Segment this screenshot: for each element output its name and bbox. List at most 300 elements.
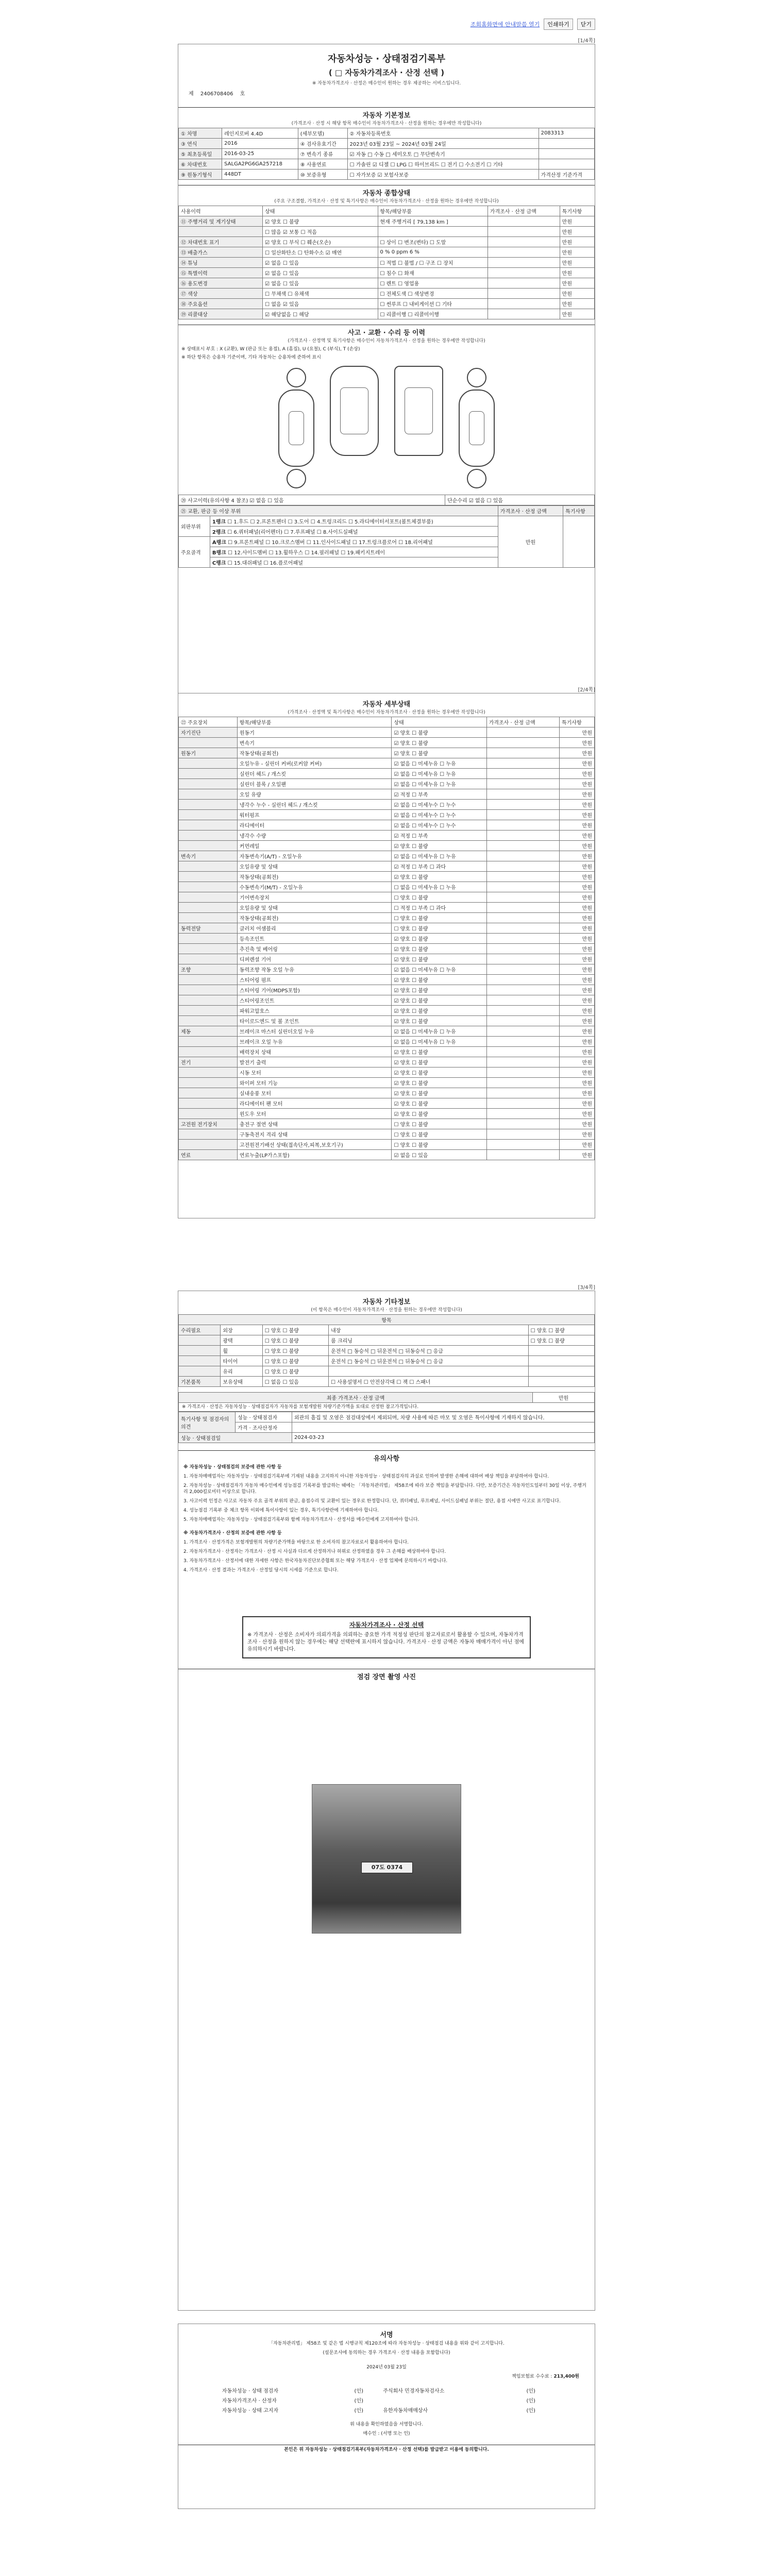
detail-cell xyxy=(179,995,238,1006)
detail-special: 만원 xyxy=(559,995,594,1006)
detail-row xyxy=(179,903,595,913)
special-label: 특기사항 및 점검자의 의견 xyxy=(179,1412,236,1433)
detail-cell: 라디에이터 팬 모터 xyxy=(237,1098,392,1109)
detail-row xyxy=(179,1098,595,1109)
detail-cell xyxy=(179,1016,238,1026)
detail-amount xyxy=(486,995,559,1006)
detail-cell: ☑ 적정 ☐ 부족 xyxy=(392,789,486,800)
detail-cell xyxy=(179,779,238,789)
signers-table xyxy=(220,2385,553,2415)
detail-cell: 오일유량 및 상태 xyxy=(237,903,392,913)
final-price-amount: 만원 xyxy=(533,1393,595,1403)
rank-row: C랭크 ☐ 15.대쉬패널 ☐ 16.플로어패널 xyxy=(210,557,498,568)
basic-cell: 가격산정 기준가격 xyxy=(539,170,594,180)
detail-special: 만원 xyxy=(559,1119,594,1129)
detail-cell xyxy=(179,1067,238,1078)
detail-amount xyxy=(486,934,559,944)
signature-text-2: (설문조사에 동의하는 경우 가격조사 · 산정 내용을 포함합니다) xyxy=(323,2350,450,2355)
detail-header-cell: ㉒ 주요장치 xyxy=(179,717,238,727)
detail-cell: 디퍼렌셜 기어 xyxy=(237,954,392,964)
status-row xyxy=(179,278,595,289)
warning-item: 4. 가격조사 · 산정 결과는 가격조사 · 산정일 당시의 시세를 기준으로 합니다. xyxy=(183,1568,339,1573)
basic-row xyxy=(179,170,595,180)
detail-cell: ☑ 양호 ☐ 불량 xyxy=(392,1006,486,1016)
detail-cell xyxy=(179,738,238,748)
page-number: [3/4쪽] xyxy=(578,1285,595,1291)
detail-cell: 냉각수 수량 xyxy=(237,831,392,841)
page-number: [2/4쪽] xyxy=(578,687,595,693)
detail-row xyxy=(179,1037,595,1047)
detail-cell: 냉각수 누수 - 실린더 헤드 / 개스킷 xyxy=(237,800,392,810)
detail-special: 만원 xyxy=(559,1109,594,1119)
detail-special: 만원 xyxy=(559,1006,594,1016)
detail-cell: 실내송풍 모터 xyxy=(237,1088,392,1098)
detail-cell: 스티어링 펌프 xyxy=(237,975,392,985)
detail-cell: ☑ 양호 ☐ 불량 xyxy=(392,995,486,1006)
warning-item: 3. 자동차가격조사 · 산정서에 대한 자세한 사항은 한국자동차진단보증협회 또는 해당 가격조사 · 산정 업체에 문의하시기 바랍니다. xyxy=(183,1558,448,1564)
basic-cell xyxy=(539,139,594,149)
detail-cell: 브레이크 오일 누유 xyxy=(237,1037,392,1047)
detail-cell: ☐ 양호 ☐ 불량 xyxy=(392,1119,486,1129)
signer-cell xyxy=(381,2395,524,2405)
status-row xyxy=(179,268,595,278)
other-cell: 운전석 □ 동승석 □ 뒤운전석 □ 뒤동승석 □ 응급 xyxy=(329,1346,529,1356)
warnings-list-2 xyxy=(178,1538,595,1575)
other-cell xyxy=(528,1377,594,1387)
detail-cell xyxy=(179,758,238,769)
detail-special: 만원 xyxy=(559,975,594,985)
status-cell: 만원 xyxy=(560,268,594,278)
status-cell xyxy=(378,227,488,237)
detail-cell: ☑ 양호 ☐ 불량 xyxy=(392,841,486,851)
detail-special: 만원 xyxy=(559,810,594,820)
detail-row xyxy=(179,727,595,738)
special-text: 외관의 흠집 및 오염은 점검대상에서 제외되며, 차량 사용에 따른 마모 및 오염은 특이사항에 기재하지 않습니다. xyxy=(292,1412,595,1422)
detail-row xyxy=(179,789,595,800)
document-note: ※ 자동차가격조사 · 산정은 매수인이 원하는 경우 제공하는 서비스입니다. xyxy=(312,81,461,86)
detail-cell: ☑ 양호 ☐ 불량 xyxy=(392,975,486,985)
basic-row xyxy=(179,128,595,139)
detail-cell xyxy=(179,944,238,954)
status-cell: ☑ 없음 ☐ 있음 xyxy=(263,258,378,268)
other-cell xyxy=(179,1356,221,1366)
status-cell: ☑ 없음 ☐ 있음 xyxy=(263,268,378,278)
status-cell: 만원 xyxy=(560,237,594,247)
detail-special: 만원 xyxy=(559,1140,594,1150)
detail-cell: ☑ 없음 ☐ 미세누수 ☐ 누수 xyxy=(392,810,486,820)
detail-cell: 작동상태(공회전) xyxy=(237,748,392,758)
basic-cell: ⑦ 변속기 종류 xyxy=(298,149,347,159)
basic-cell: ☐ 가솔린 ☑ 디젤 ☐ LPG ☐ 하이브리드 ☐ 전기 ☐ 수소전기 ☐ 기타 xyxy=(347,159,539,170)
other-cell: ☐ 양호 ☐ 불량 xyxy=(262,1346,328,1356)
detail-amount xyxy=(486,1119,559,1129)
final-price-table xyxy=(178,1392,595,1412)
detail-cell: 워터펌프 xyxy=(237,810,392,820)
warnings-title: 유의사항 xyxy=(178,1450,595,1463)
status-cell: ⑯ 용도변경 xyxy=(179,278,263,289)
rank-row: 1랭크 ☐ 1.후드 ☐ 2.프론트펜더 ☐ 3.도어 ☐ 4.트렁크리드 ☐ 5.라디에이터서포트(볼트체결부품) xyxy=(210,516,498,527)
status-cell: 만원 xyxy=(560,258,594,268)
receiver-text: 위 내용을 확인하였음을 서명합니다. xyxy=(350,2422,423,2427)
other-cell xyxy=(179,1335,221,1346)
status-cell: 만원 xyxy=(560,216,594,227)
status-row xyxy=(179,289,595,299)
detail-cell: ☐ 양호 ☐ 불량 xyxy=(392,923,486,934)
basic-cell: 레인지로버 4.4D xyxy=(222,128,298,139)
status-row xyxy=(179,247,595,258)
detail-amount xyxy=(486,975,559,985)
detail-cell xyxy=(179,975,238,985)
special-appraiser-label: 가격 · 조사산정자 xyxy=(236,1422,292,1433)
status-header-cell: 특기사항 xyxy=(560,206,594,216)
status-cell xyxy=(488,216,560,227)
detail-row xyxy=(179,1078,595,1088)
detail-cell: 클러치 어셈블리 xyxy=(237,923,392,934)
detail-row xyxy=(179,820,595,831)
detail-cell: 조향 xyxy=(179,964,238,975)
detail-row xyxy=(179,851,595,861)
detail-title: 자동차 세부상태 xyxy=(362,701,411,708)
detail-special: 만원 xyxy=(559,800,594,810)
detail-cell: ☐ 없음 ☐ 미세누유 ☐ 누유 xyxy=(392,882,486,892)
other-header: 항목 xyxy=(179,1315,595,1325)
detail-cell xyxy=(179,954,238,964)
top-actions xyxy=(453,19,595,30)
detail-header xyxy=(179,717,595,727)
detail-cell: ☑ 없음 ☐ 미세누수 ☐ 누수 xyxy=(392,800,486,810)
other-cell xyxy=(528,1356,594,1366)
detail-cell: ☐ 적정 ☐ 부족 ☐ 과다 xyxy=(392,903,486,913)
detail-cell: 원동기 xyxy=(237,727,392,738)
detail-special: 만원 xyxy=(559,964,594,975)
status-cell: ☑ 양호 ☐ 부식 ☐ 훼손(오손) xyxy=(263,237,378,247)
detail-note: (가격조사 · 산정액 및 특기사항은 매수인이 자동차가격조사 · 산정을 원하는 경우에만 작성합니다) xyxy=(288,710,485,715)
detail-cell: ☑ 양호 ☐ 불량 xyxy=(392,727,486,738)
detail-special: 만원 xyxy=(559,1037,594,1047)
detail-amount xyxy=(486,779,559,789)
detail-cell: 라디에이터 xyxy=(237,820,392,831)
photo-title: 점검 장면 촬영 사진 xyxy=(178,1669,595,1681)
section-accident-note: (가격조사 · 산정액 및 특기사항은 매수인이 자동차가격조사 · 산정을 원하는 경우에만 작성합니다) xyxy=(288,338,485,344)
signer-cell: 주식회사 민경자동차검사소 xyxy=(383,2388,445,2394)
detail-cell: 기어변속장치 xyxy=(237,892,392,903)
detail-cell: 오일 유량 xyxy=(237,789,392,800)
detail-cell: 충전구 절연 상태 xyxy=(237,1119,392,1129)
signer-cell: (인) xyxy=(526,2388,535,2394)
price-selection-title: 자동차가격조사 · 산정 선택 xyxy=(349,1621,424,1629)
detail-cell: ☑ 없음 ☐ 미세누유 ☐ 누유 xyxy=(392,1026,486,1037)
detail-cell: 스티어링조인트 xyxy=(237,995,392,1006)
page-number: [1/4쪽] xyxy=(578,38,595,44)
detail-cell xyxy=(179,800,238,810)
warning-item: 2. 자동차가격조사 · 산정자는 가격조사 · 산정 시 사실과 다르게 산정하거나 허위로 산정하였을 경우 그 손해를 배상하여야 합니다. xyxy=(183,1549,446,1554)
other-row xyxy=(179,1335,595,1346)
status-header-cell: 가격조사 · 산정 금액 xyxy=(488,206,560,216)
status-row xyxy=(179,216,595,227)
status-cell: ☐ 상이 ☐ 변조(변타) ☐ 도말 xyxy=(378,237,488,247)
detail-cell: ☑ 없음 ☐ 미세누유 ☐ 누유 xyxy=(392,1037,486,1047)
detail-cell: ☑ 양호 ☐ 불량 xyxy=(392,1109,486,1119)
detail-special: 만원 xyxy=(559,1078,594,1088)
detail-row xyxy=(179,861,595,872)
signer-cell: (인) xyxy=(354,2398,364,2404)
signer-cell: (인) xyxy=(354,2408,364,2414)
other-cell xyxy=(329,1366,529,1377)
detail-cell: 실린더 블록 / 오일팬 xyxy=(237,779,392,789)
basic-cell: ⑨ 원동기형식 xyxy=(179,170,222,180)
detail-special: 만원 xyxy=(559,851,594,861)
detail-special: 만원 xyxy=(559,1067,594,1078)
amount-cell: 만원 xyxy=(498,516,563,568)
status-cell: 만원 xyxy=(560,289,594,299)
other-info-title: 자동차 기타정보 xyxy=(362,1298,411,1306)
other-info-note: (이 항목은 매수인이 자동차가격조사 · 산정을 원하는 경우에만 작성합니다) xyxy=(311,1308,462,1313)
price-selection-text: ※ 가격조사 · 산정은 소비자가 의뢰가격을 의뢰하는 중요한 가격 적정성 판단의 참고자료로서 활용할 수 있으며, 자동차가격조사 · 산정을 원하지 않는 경우에는 해당 선택란에 표시하지 않습니다. 가격조사 · 산정 금액은 자동차 매매가격이 아닌 점에 유의하시기 바랍니다. xyxy=(247,1632,524,1652)
detail-amount xyxy=(486,1150,559,1160)
detail-cell xyxy=(179,831,238,841)
detail-cell: 작동상태(공회전) xyxy=(237,872,392,882)
detail-cell: 브레이크 마스터 실린더오일 누유 xyxy=(237,1026,392,1037)
detail-special: 만원 xyxy=(559,1150,594,1160)
detail-amount xyxy=(486,1078,559,1088)
detail-special: 만원 xyxy=(559,758,594,769)
status-cell: ☐ 침수 ☐ 화재 xyxy=(378,268,488,278)
section-basic-title: 자동차 기본정보 xyxy=(178,107,595,120)
section-basic-note: (가격조사 · 산정 시 해당 항목 매수인이 자동차가격조사 · 산정을 원하는 경우에만 작성합니다) xyxy=(291,121,482,126)
detail-cell: ☐ 양호 ☐ 불량 xyxy=(392,913,486,923)
other-cell: 수리필요 xyxy=(179,1325,221,1335)
basic-row xyxy=(179,139,595,149)
detail-row xyxy=(179,872,595,882)
basic-cell: ☐ 자가보증 ☑ 보험사보증 xyxy=(347,170,539,180)
section-accident-title: 사고 · 교환 · 수리 등 이력 xyxy=(178,325,595,337)
detail-cell: ☑ 양호 ☐ 불량 xyxy=(392,944,486,954)
detail-cell: ☑ 없음 ☐ 미세누유 ☐ 누유 xyxy=(392,851,486,861)
signer-cell: (인) xyxy=(354,2388,364,2394)
detail-row xyxy=(179,779,595,789)
basic-cell: ① 차명 xyxy=(179,128,222,139)
other-row xyxy=(179,1356,595,1366)
basic-cell: ☑ 자동 □ 수동 □ 세미오토 □ 무단변속기 xyxy=(347,149,539,159)
other-row xyxy=(179,1366,595,1377)
exchange-col-amount: 가격조사 · 산정 금액 xyxy=(498,506,563,516)
detail-cell xyxy=(179,1047,238,1057)
basic-cell: ⑩ 보증유형 xyxy=(298,170,347,180)
detail-cell: 변속기 xyxy=(237,738,392,748)
detail-row xyxy=(179,934,595,944)
detail-row xyxy=(179,1109,595,1119)
detail-cell: 타이로드엔드 및 볼 조인트 xyxy=(237,1016,392,1026)
status-cell xyxy=(488,309,560,319)
detail-special: 만원 xyxy=(559,882,594,892)
detail-amount xyxy=(486,872,559,882)
signature-text: 「자동차관리법」 제58조 및 같은 법 시행규칙 제120조에 따라 자동차성능 · 상태점검 내용을 위와 같이 고지합니다. xyxy=(268,2341,505,2346)
status-cell: ☐ 적법 ☐ 불법 / ☐ 구조 ☐ 장치 xyxy=(378,258,488,268)
detail-cell: 실린더 헤드 / 개스킷 xyxy=(237,769,392,779)
status-cell: ☑ 해당없음 ☐ 해당 xyxy=(263,309,378,319)
receiver-sign: 매수인 : (서명 또는 인) xyxy=(363,2431,410,2436)
detail-cell xyxy=(179,934,238,944)
detail-cell: ☑ 양호 ☐ 불량 xyxy=(392,872,486,882)
warnings-section-2: ※ 자동차가격조사 · 산정의 보증에 관한 사항 등 xyxy=(183,1531,282,1536)
diagram-top-view xyxy=(330,366,379,456)
inspection-date-label: 성능 · 상태점검일 xyxy=(179,1433,292,1443)
detail-special: 만원 xyxy=(559,820,594,831)
detail-special: 만원 xyxy=(559,944,594,954)
detail-cell: ☑ 양호 ☐ 불량 xyxy=(392,1078,486,1088)
detail-special: 만원 xyxy=(559,1047,594,1057)
detail-row xyxy=(179,1119,595,1129)
detail-special: 만원 xyxy=(559,923,594,934)
detail-amount xyxy=(486,800,559,810)
status-cell xyxy=(488,227,560,237)
basic-cell: 448DT xyxy=(222,170,298,180)
price-selection-box xyxy=(242,1616,531,1658)
detail-amount xyxy=(486,1067,559,1078)
detail-cell: 와이퍼 모터 기능 xyxy=(237,1078,392,1088)
detail-amount xyxy=(486,727,559,738)
detail-amount xyxy=(486,913,559,923)
signature-title: 서명 xyxy=(380,2331,393,2339)
other-cell: 유리 xyxy=(221,1366,262,1377)
detail-cell xyxy=(179,882,238,892)
detail-special: 만원 xyxy=(559,769,594,779)
detail-cell: 원동기 xyxy=(179,748,238,758)
detail-amount xyxy=(486,1140,559,1150)
detail-cell: ☑ 양호 ☐ 불량 xyxy=(392,934,486,944)
other-cell: ☐ 양호 ☐ 불량 xyxy=(262,1356,328,1366)
final-price-note: ※ 가격조사 · 산정은 자동차성능 · 상태점검자가 자동차를 보험개발원 차량기준가액을 토대로 산정한 참고가격입니다. xyxy=(179,1403,595,1412)
exchange-label: ㉑ 교환, 판금 등 이상 부위 xyxy=(179,506,498,516)
detail-cell: 연료 xyxy=(179,1150,238,1160)
basic-cell: ② 자동차등록번호 xyxy=(347,128,539,139)
detail-row xyxy=(179,748,595,758)
detail-row xyxy=(179,913,595,923)
detail-special: 만원 xyxy=(559,872,594,882)
warning-item: 3. 사고이력 인정은 사고로 자동차 주요 골격 부위의 판금, 용접수리 및 교환이 있는 경우로 한정합니다. 단, 쿼터패널, 루프패널, 사이드실패널 부위는 절단, 용접 시에만 사고로 표기합니다. xyxy=(183,1499,561,1504)
detail-cell xyxy=(179,913,238,923)
legend-text: ※ 상태표시 부호 : X (교환), W (판금 또는 용접), A (흠집), U (요철), C (부식), T (손상) xyxy=(181,347,360,352)
detail-cell: ☑ 양호 ☐ 불량 xyxy=(392,1098,486,1109)
detail-cell: 파워고압호스 xyxy=(237,1006,392,1016)
detail-row xyxy=(179,944,595,954)
detail-cell xyxy=(179,810,238,820)
other-cell: 기본품목 xyxy=(179,1377,221,1387)
detail-special: 만원 xyxy=(559,892,594,903)
detail-cell: 자기진단 xyxy=(179,727,238,738)
detail-cell xyxy=(179,1088,238,1098)
notice-link[interactable]: 조회홈화면에 안내말씀 열기 xyxy=(470,21,540,28)
status-cell: ⑰ 색상 xyxy=(179,289,263,299)
detail-header-cell: 특기사항 xyxy=(559,717,594,727)
detail-cell: ☑ 적정 ☐ 부족 xyxy=(392,831,486,841)
close-button[interactable]: 닫기 xyxy=(577,19,595,30)
detail-amount xyxy=(486,851,559,861)
detail-cell: 변속기 xyxy=(179,851,238,861)
detail-special: 만원 xyxy=(559,1026,594,1037)
simple-repair: 단순수리 ☑ 없음 ☐ 있음 xyxy=(445,495,595,505)
detail-cell: ☑ 없음 ☐ 미세누유 ☐ 누유 xyxy=(392,758,486,769)
status-cell: 현재 주행거리 [ 79,138 km ] xyxy=(378,216,488,227)
detail-special: 만원 xyxy=(559,738,594,748)
detail-amount xyxy=(486,1057,559,1067)
status-row xyxy=(179,258,595,268)
status-header-cell: 사용이력 xyxy=(179,206,263,216)
detail-row xyxy=(179,1129,595,1140)
detail-row xyxy=(179,1067,595,1078)
detail-amount xyxy=(486,903,559,913)
detail-cell: 고전원 전기장치 xyxy=(179,1119,238,1129)
detail-cell: 전기 xyxy=(179,1057,238,1067)
detail-cell: ☑ 양호 ☐ 불량 xyxy=(392,738,486,748)
basic-cell: ④ 검사유효기간 xyxy=(298,139,347,149)
status-cell: ☐ 전체도색 ☐ 색상변경 xyxy=(378,289,488,299)
detail-cell xyxy=(179,985,238,995)
other-cell xyxy=(528,1346,594,1356)
page-1 xyxy=(178,44,595,739)
signer-row xyxy=(220,2385,553,2395)
detail-row xyxy=(179,758,595,769)
detail-amount xyxy=(486,1098,559,1109)
detail-cell: ☑ 적정 ☐ 부족 ☐ 과다 xyxy=(392,861,486,872)
detail-special: 만원 xyxy=(559,1129,594,1140)
other-cell: ☐ 사용설명서 ☐ 안전삼각대 ☐ 잭 ☐ 스패너 xyxy=(329,1377,529,1387)
print-button[interactable]: 인쇄하기 xyxy=(544,19,573,30)
exchange-col-special: 특기사항 xyxy=(563,506,595,516)
detail-special: 만원 xyxy=(559,1088,594,1098)
detail-row xyxy=(179,1057,595,1067)
warning-item: 4. 성능점검 기록부 중 체크 항목 이외에 특이사항이 있는 경우, 특기사항란에 기재하여야 합니다. xyxy=(183,1508,379,1513)
basic-cell: 2016-03-25 xyxy=(222,149,298,159)
status-cell xyxy=(488,258,560,268)
status-cell: ☐ 무채색 ☐ 유채색 xyxy=(263,289,378,299)
detail-amount xyxy=(486,892,559,903)
detail-header-cell: 상태 xyxy=(392,717,486,727)
status-cell: ☑ 없음 ☐ 있음 xyxy=(263,278,378,289)
warning-item: 5. 자동차매매업자는 자동차성능 · 상태점검기록부와 함께 자동차가격조사 · 산정서를 매수인에게 고지하여야 합니다. xyxy=(183,1517,419,1522)
status-cell: ⑲ 리콜대상 xyxy=(179,309,263,319)
detail-row xyxy=(179,769,595,779)
outer-panel-label: 외판부위 xyxy=(179,516,210,537)
detail-amount xyxy=(486,748,559,758)
rank-row: 2랭크 ☐ 6.쿼터패널(리어펜더) ☐ 7.루프패널 ☐ 8.사이드실패널 xyxy=(210,527,498,537)
page-2 xyxy=(178,693,595,1218)
status-cell: 만원 xyxy=(560,299,594,309)
status-header-cell: 상태 xyxy=(263,206,378,216)
license-plate: 07도 0374 xyxy=(361,1862,413,1873)
status-header-cell: 항목/해당부품 xyxy=(378,206,488,216)
detail-amount xyxy=(486,1047,559,1057)
detail-cell xyxy=(179,1078,238,1088)
detail-amount xyxy=(486,789,559,800)
detail-cell xyxy=(179,861,238,872)
detail-cell: ☐ 양호 ☐ 불량 xyxy=(392,1129,486,1140)
status-cell: ☐ 썬루프 ☐ 내비게이션 ☐ 기타 xyxy=(378,299,488,309)
inspection-photo xyxy=(312,1784,461,1934)
detail-special: 만원 xyxy=(559,913,594,923)
rank-row: A랭크 ☐ 9.프론트패널 ☐ 10.크로스멤버 ☐ 11.인사이드패널 ☐ 17.트렁크플로어 ☐ 18.리어패널 xyxy=(210,537,498,547)
detail-amount xyxy=(486,810,559,820)
status-cell: 만원 xyxy=(560,227,594,237)
page-3 xyxy=(178,1291,595,2311)
structure-label: 주요골격 xyxy=(179,537,210,568)
detail-amount xyxy=(486,1037,559,1047)
detail-amount xyxy=(486,1109,559,1119)
detail-special: 만원 xyxy=(559,841,594,851)
detail-cell: ☑ 양호 ☐ 불량 xyxy=(392,1016,486,1026)
detail-amount xyxy=(486,758,559,769)
status-cell xyxy=(179,227,263,237)
